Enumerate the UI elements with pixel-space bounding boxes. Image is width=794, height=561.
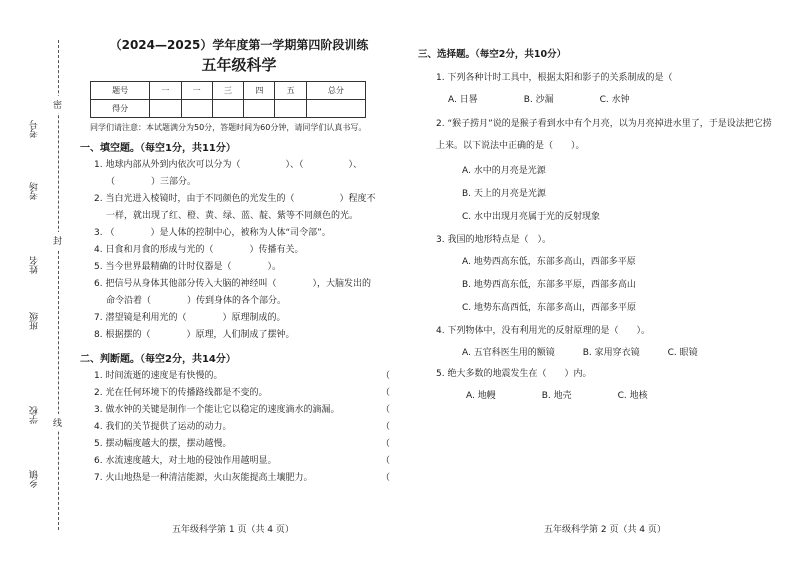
judge-question bbox=[94, 402, 398, 419]
answer-paren: （ bbox=[380, 439, 390, 449]
score-cell: 总分 bbox=[306, 82, 365, 100]
option-c: C. 地势东高西低，东部多高山，西部多平原 bbox=[462, 303, 637, 313]
judge-question bbox=[94, 453, 398, 470]
fill-question-line: 一样，就出现了红、橙、黄、绿、蓝、靛、紫等不同颜色的光。 bbox=[106, 211, 359, 221]
choice-q5-options bbox=[466, 388, 778, 401]
judge-question-text: 2. 光在任何环境下的传播路线都是不变的。 bbox=[94, 388, 268, 398]
option-a: A. 地幔 bbox=[466, 391, 496, 401]
score-row-label: 得分 bbox=[91, 100, 150, 118]
score-input-cell[interactable] bbox=[275, 100, 306, 118]
score-input-cell[interactable] bbox=[150, 100, 181, 118]
answer-paren: （ bbox=[380, 473, 390, 483]
binding-label-town: 乡镇 bbox=[30, 470, 40, 488]
seal-word-feng: 封 bbox=[53, 232, 62, 249]
option-a: A. 水中的月亮是光源 bbox=[462, 166, 546, 176]
seal-line bbox=[58, 40, 59, 530]
option-a: A. 地势西高东低，东部多高山，西部多平原 bbox=[462, 257, 636, 267]
option-a: A. 五官科医生用的额镜 bbox=[462, 348, 555, 358]
fill-question-line: 命令沿着（ ）传到身体的各个部分。 bbox=[106, 296, 287, 306]
binding-label-exam-number: 考号 bbox=[30, 120, 40, 138]
fill-question-line: 2. 当白光进入棱镜时，由于不同颜色的光发生的（ ）程度不 bbox=[94, 194, 376, 204]
judge-question-text: 5. 摆动幅度越大的摆，摆动越慢。 bbox=[94, 439, 232, 449]
binding-label-exam-room: 考场 bbox=[30, 182, 40, 200]
fill-question-line: 8. 根据摆的（ ）原理，人们制成了摆钟。 bbox=[94, 330, 295, 340]
fill-question-line: （ ）三部分。 bbox=[106, 177, 197, 187]
option-c: C. 眼镜 bbox=[667, 348, 698, 358]
fill-question-line: 6. 把信号从身体其他部分传入大脑的神经叫（ ），大脑发出的 bbox=[94, 279, 371, 289]
option-b: B. 沙漏 bbox=[523, 95, 554, 105]
score-cell: 题号 bbox=[91, 82, 150, 100]
option-c: C. 地核 bbox=[617, 391, 648, 401]
answer-paren: （ bbox=[380, 422, 390, 432]
choice-section-heading: 三、选择题。（每空2分，共10分） bbox=[418, 49, 567, 60]
footer-page-right: 五年级科学第 2 页（共 4 页） bbox=[544, 525, 666, 535]
score-table-score-row bbox=[91, 100, 366, 118]
judge-question-text: 6. 水流速度越大，对土地的侵蚀作用越明显。 bbox=[94, 456, 277, 466]
choice-q5-stem: 5. 绝大多数的地震发生在（ ）内。 bbox=[436, 369, 592, 379]
option-a: A. 日晷 bbox=[448, 95, 478, 105]
exam-title: （2024—2025）学年度第一学期第四阶段训练 bbox=[109, 38, 369, 52]
choice-q4-stem: 4. 下列物体中，没有利用光的反射原理的是（ ）。 bbox=[436, 326, 650, 336]
fill-section-heading: 一、填空题。（每空1分，共11分） bbox=[80, 143, 236, 154]
judge-question-text: 3. 做水钟的关键是制作一个能让它以稳定的速度滴水的滴漏。 bbox=[94, 405, 340, 415]
judge-question bbox=[94, 385, 398, 402]
exam-subtitle: 五年级科学 bbox=[201, 56, 277, 74]
binding-label-name: 姓名 bbox=[30, 256, 40, 274]
option-c: C. 水钟 bbox=[599, 95, 630, 105]
judge-question-text: 4. 我们的关节提供了运动的动力。 bbox=[94, 422, 232, 432]
answer-paren: （ bbox=[380, 405, 390, 415]
score-table-header-row bbox=[91, 82, 366, 100]
score-input-cell[interactable] bbox=[306, 100, 365, 118]
score-input-cell[interactable] bbox=[181, 100, 212, 118]
option-b: B. 天上的月亮是光源 bbox=[462, 189, 546, 199]
option-b: B. 家用穿衣镜 bbox=[582, 348, 640, 358]
judge-question-text: 1. 时间流逝的速度是有快慢的。 bbox=[94, 371, 223, 381]
fill-question-line: 1. 地球内部从外到内依次可以分为（ ）、（ ）、 bbox=[94, 160, 362, 170]
notice-text: 同学们请注意：本试题满分为50分，答题时间为60分钟，请同学们认真书写。 bbox=[90, 123, 367, 132]
binding-margin bbox=[0, 0, 72, 561]
seal-word-xian: 线 bbox=[53, 414, 62, 431]
score-input-cell[interactable] bbox=[212, 100, 243, 118]
choice-q1-stem: 1. 下列各种计时工具中，根据太阳和影子的关系制成的是（ bbox=[436, 73, 673, 83]
fill-question-line: 4. 日食和月食的形成与光的（ ）传播有关。 bbox=[94, 245, 304, 255]
footer-page-left: 五年级科学第 1 页（共 4 页） bbox=[172, 525, 294, 535]
judge-section-heading: 二、判断题。（每空2分，共14分） bbox=[80, 354, 236, 365]
binding-label-school: 学校 bbox=[30, 406, 40, 424]
answer-paren: （ bbox=[380, 388, 390, 398]
choice-q3-stem: 3. 我国的地形特点是（ ）。 bbox=[436, 235, 551, 245]
right-column bbox=[418, 46, 778, 409]
choice-q2-stem: 2. “猴子捞月”说的是猴子看到水中有个月亮，以为月亮掉进水里了，于是设法把它捞上来。以下说法中正确的是（ ）。 bbox=[436, 119, 772, 151]
judge-question bbox=[94, 436, 398, 453]
score-cell: 五 bbox=[275, 82, 306, 100]
judge-question bbox=[94, 419, 398, 436]
fill-question-line: 7. 潜望镜是利用光的（ ）原理制成的。 bbox=[94, 313, 286, 323]
answer-paren: （ bbox=[380, 371, 390, 381]
option-b: B. 地势西高东低，东部多平原，西部多高山 bbox=[462, 280, 636, 290]
fill-question-line: 5. 当今世界最精确的计时仪器是（ ）。 bbox=[94, 262, 281, 272]
score-input-cell[interactable] bbox=[244, 100, 275, 118]
fill-question-line: 3. （ ）是人体的控制中心，被称为人体“司令部”。 bbox=[94, 228, 331, 238]
judge-question-text: 7. 火山地热是一种清洁能源，火山灰能提高土壤肥力。 bbox=[94, 473, 313, 483]
left-column bbox=[80, 36, 398, 487]
answer-paren: （ bbox=[380, 456, 390, 466]
seal-word-mi: 密 bbox=[53, 96, 62, 113]
judge-question bbox=[94, 470, 398, 487]
score-cell: 四 bbox=[244, 82, 275, 100]
score-cell: 三 bbox=[212, 82, 243, 100]
option-b: B. 地壳 bbox=[541, 391, 572, 401]
choice-q4-options bbox=[462, 345, 778, 358]
choice-q1-options bbox=[448, 92, 778, 105]
score-cell: 一 bbox=[181, 82, 212, 100]
option-c: C. 水中出现月亮属于光的反射现象 bbox=[462, 212, 601, 222]
score-table bbox=[90, 81, 366, 118]
score-cell: 一 bbox=[150, 82, 181, 100]
binding-label-class: 班级 bbox=[30, 312, 40, 330]
judge-question bbox=[94, 368, 398, 385]
